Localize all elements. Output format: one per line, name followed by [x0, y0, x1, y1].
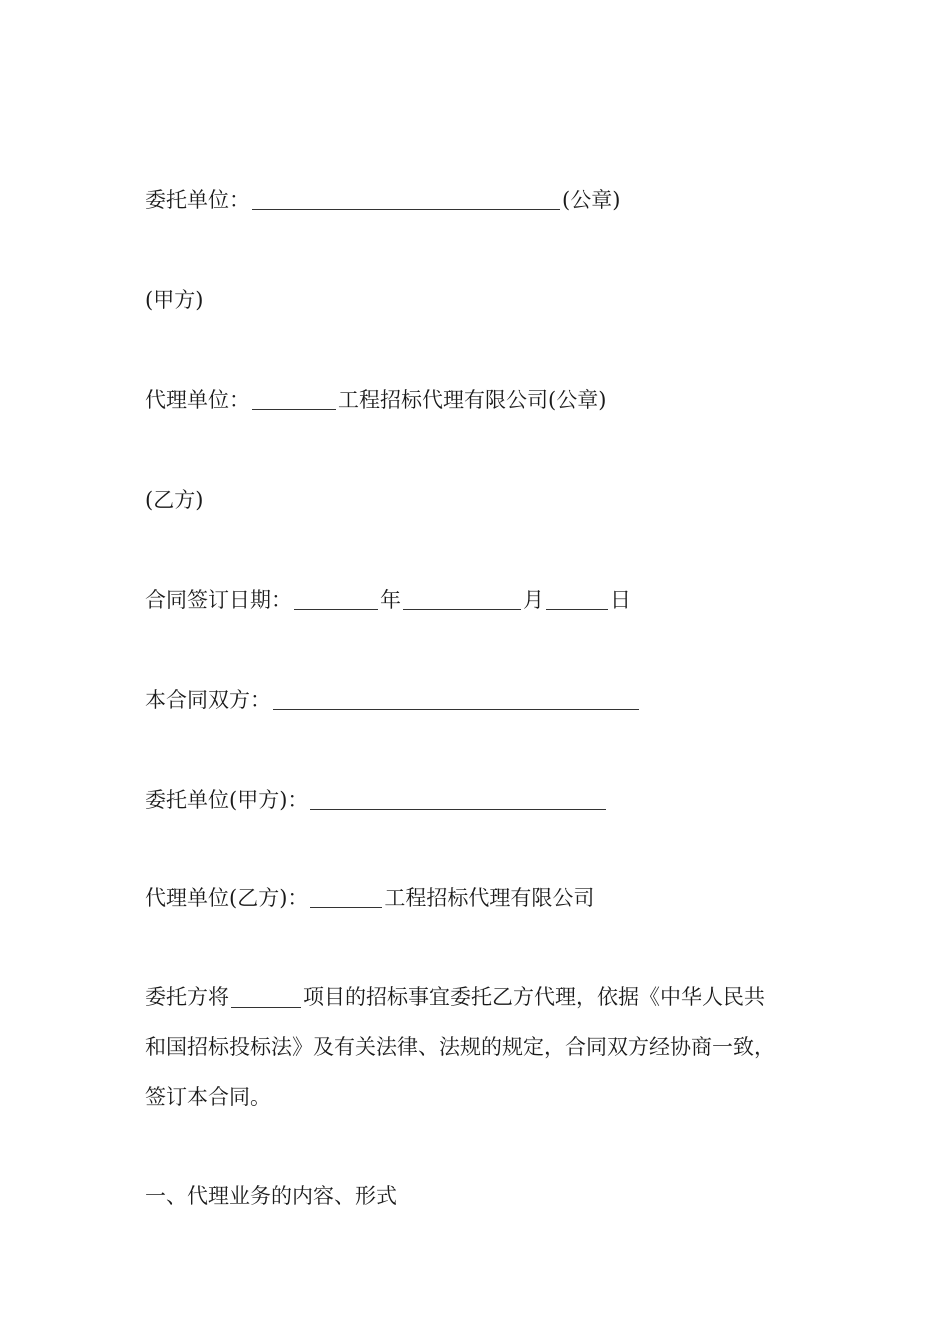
intro-row-3-text: 签订本合同。: [145, 1085, 271, 1109]
party-a-line: [145, 286, 203, 314]
sign-date-label: 合同签订日期：: [145, 588, 292, 612]
intro-row-1-prefix: 委托方将: [145, 985, 229, 1009]
client-unit-label: 委托单位：: [145, 188, 250, 212]
agent-party-b-label: 代理单位(乙方)：: [145, 886, 309, 910]
section-heading-line: [145, 1182, 397, 1210]
sign-year-blank[interactable]: [294, 589, 378, 610]
intro-paragraph: [145, 972, 835, 1122]
agent-party-b-blank[interactable]: [310, 887, 382, 908]
intro-row-2-text: 和国招标投标法》及有关法律、法规的规定，合同双方经协商一致，: [145, 1035, 775, 1059]
project-name-blank[interactable]: [231, 987, 301, 1008]
sign-day-blank[interactable]: [546, 589, 608, 610]
party-b-line: [145, 486, 203, 514]
intro-row-1: [145, 972, 835, 1022]
client-unit-line: [145, 186, 620, 214]
client-party-a-line: [145, 786, 608, 814]
both-parties-label: 本合同双方：: [145, 688, 271, 712]
agent-unit-line: [145, 386, 606, 414]
sign-date-line: [145, 586, 631, 614]
agent-party-b-suffix: 工程招标代理有限公司: [384, 886, 595, 910]
sign-month-blank[interactable]: [403, 589, 521, 610]
both-parties-line: [145, 686, 641, 714]
client-unit-blank[interactable]: [252, 189, 560, 210]
intro-row-1-suffix: 项目的招标事宜委托乙方代理，依据《中华人民共: [303, 985, 765, 1009]
client-party-a-blank[interactable]: [310, 789, 606, 810]
agent-unit-blank[interactable]: [252, 389, 336, 410]
client-unit-seal-label: (公章): [562, 188, 621, 212]
sign-day-label: 日: [610, 588, 631, 612]
sign-year-label: 年: [380, 588, 401, 612]
intro-row-3: [145, 1072, 835, 1122]
sign-month-label: 月: [523, 588, 544, 612]
party-a-label: (甲方): [145, 288, 204, 312]
client-party-a-label: 委托单位(甲方)：: [145, 788, 309, 812]
party-b-label: (乙方): [145, 488, 204, 512]
agent-unit-label: 代理单位：: [145, 388, 250, 412]
agent-unit-suffix: 工程招标代理有限公司(公章): [338, 388, 607, 412]
section-heading: 一、代理业务的内容、形式: [145, 1184, 397, 1208]
both-parties-blank[interactable]: [273, 689, 639, 710]
intro-row-2: [145, 1022, 835, 1072]
agent-party-b-line: [145, 884, 594, 912]
